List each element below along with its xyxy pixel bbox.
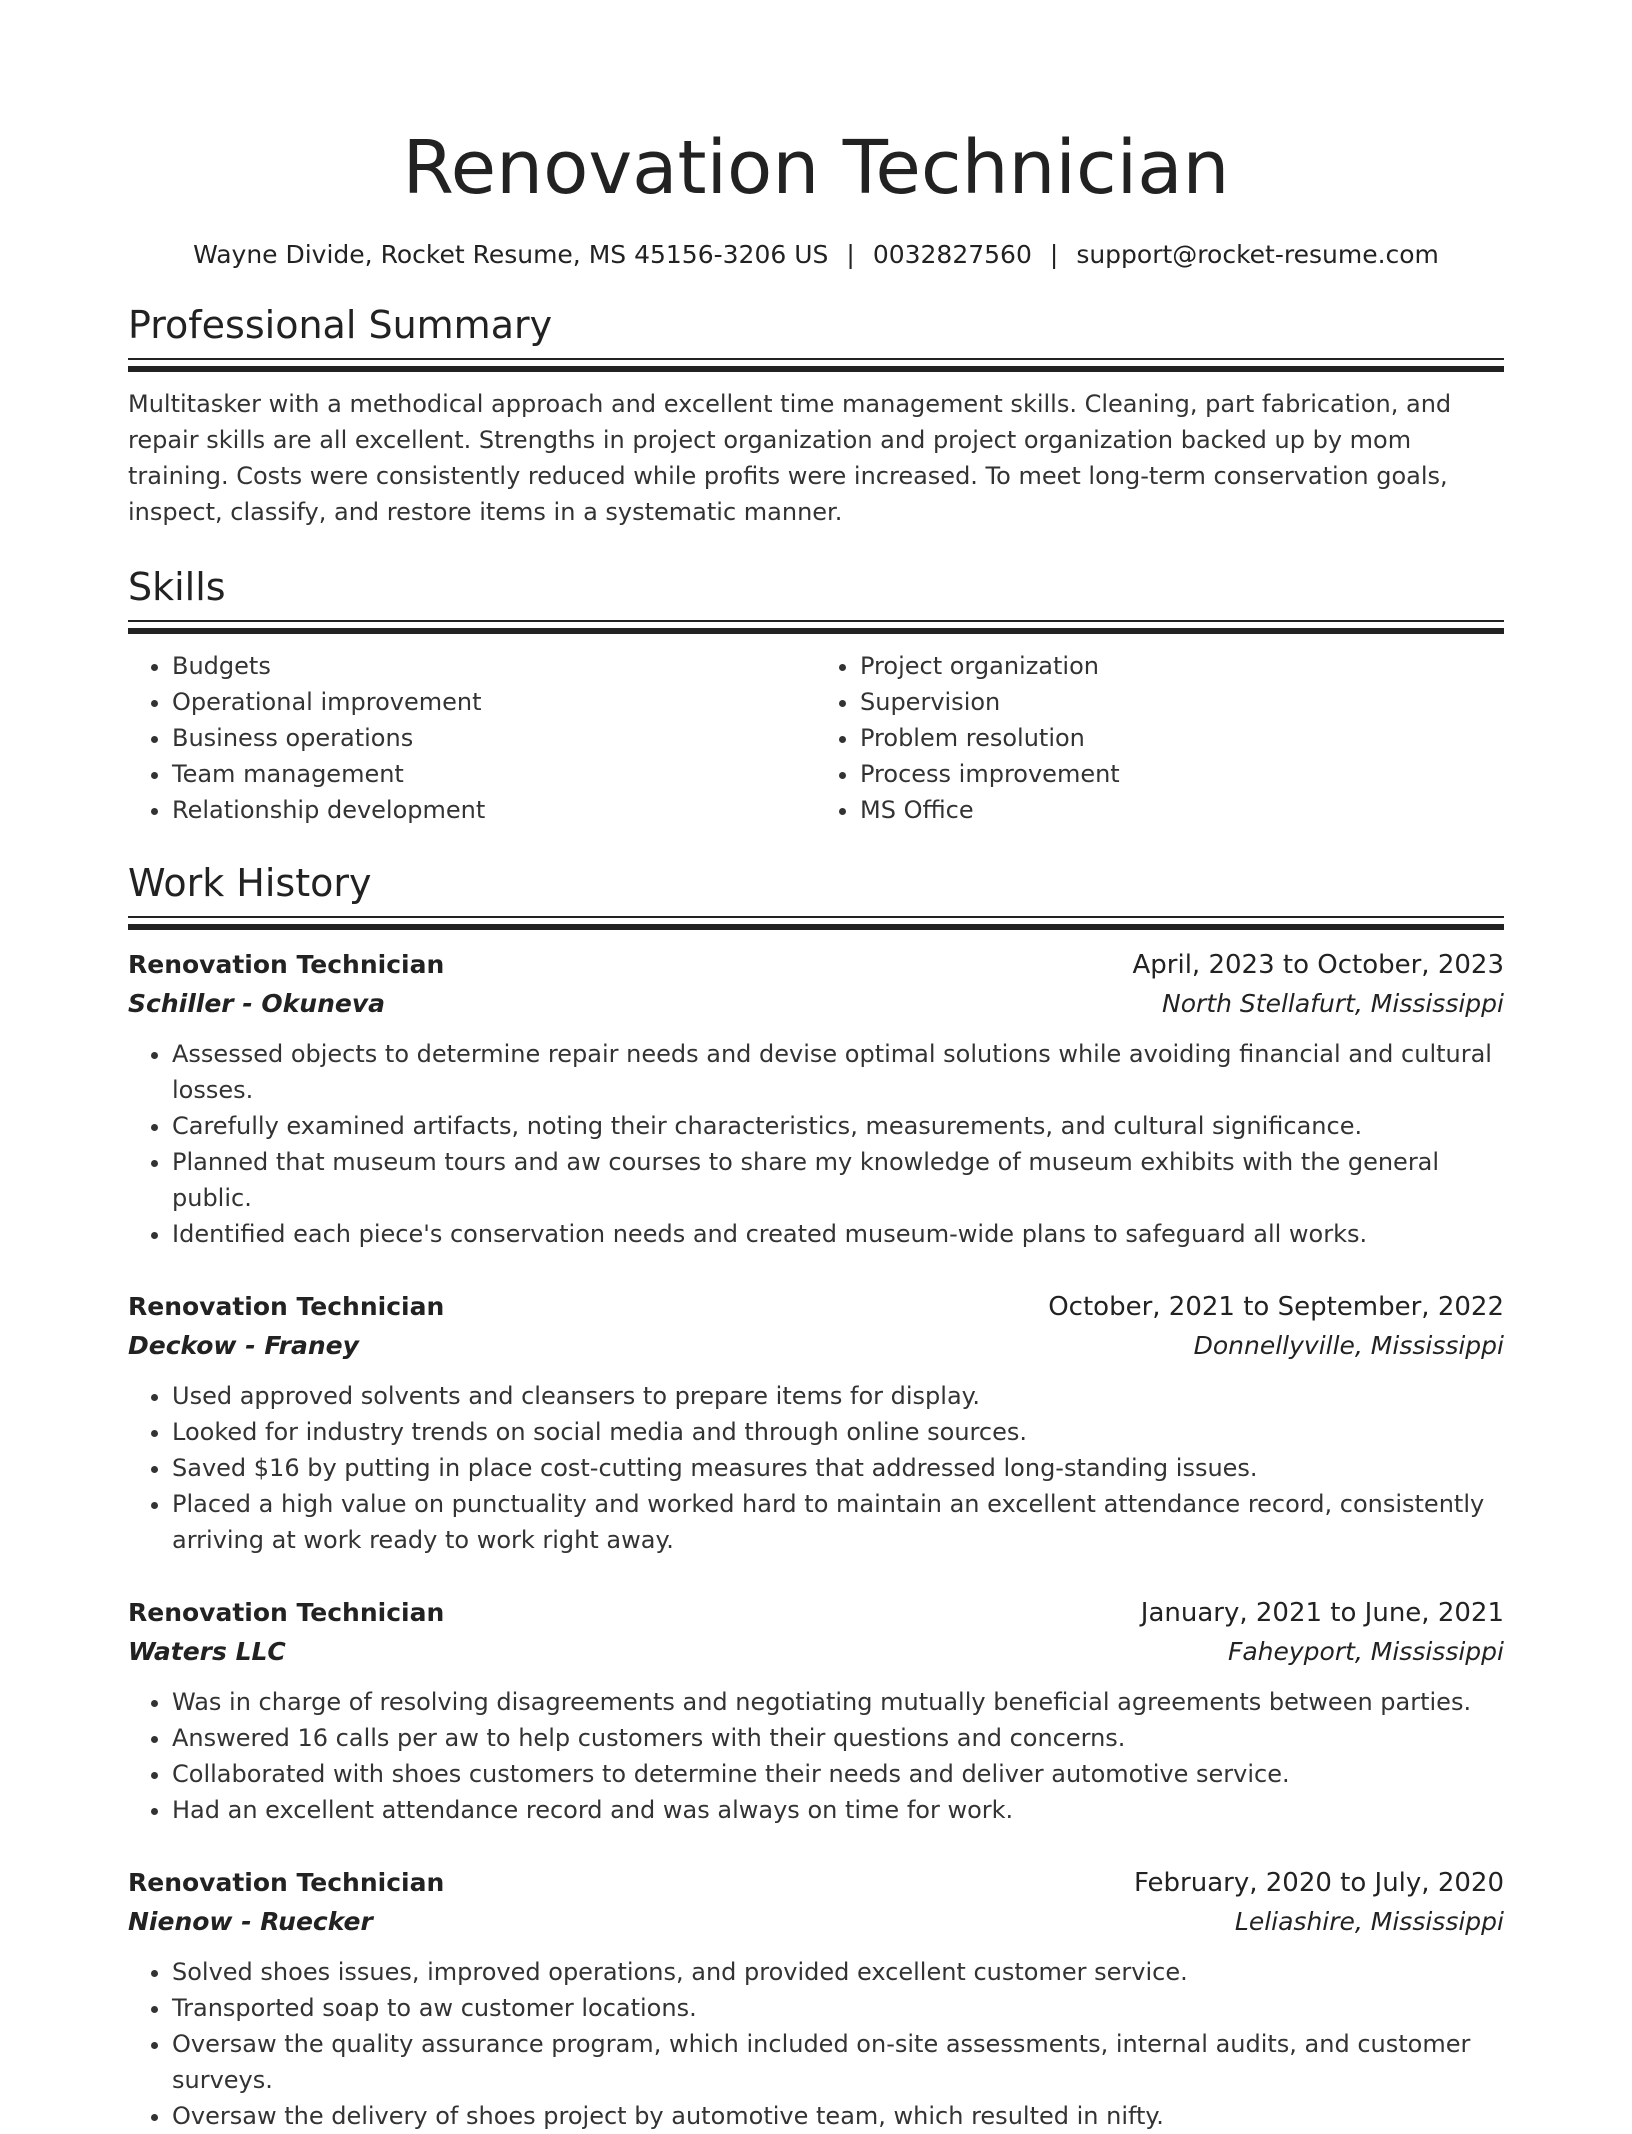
section-title-work: Work History [128,861,372,905]
job-duties [128,1036,1504,1252]
summary-text: Multitasker with a methodical approach and excellent time management skills. Cleaning, part fabrication, and repair skills are all excellent. Strengths in project organization and project organization backed up by mom training. Costs were consistently reduced while profits were increased. To meet long-term conservation goals, inspect, classify, and restore items in a systematic manner. [128,390,1452,526]
duty-item: • Assessed objects to determine repair needs and devise optimal solutions while avoiding financial and cultural losses. [172,1036,1504,1108]
contact-email: support@rocket-resume.com [1076,240,1439,269]
skill-item: • Process improvement [860,756,1504,792]
skills-column-left [128,648,816,828]
job-location: North Stellafurt, Mississippi [1162,989,1504,1018]
contact-line [128,238,1504,272]
resume-content [128,118,1504,2134]
duty-item: • Solved shoes issues, improved operations, and provided excellent customer service. [172,1954,1504,1990]
section-divider [128,628,1504,634]
duty-item: • Answered 16 calls per aw to help customers with their questions and concerns. [172,1720,1504,1756]
duty-item: • Identified each piece's conservation needs and created museum-wide plans to safeguard all works. [172,1216,1504,1252]
company-name: Schiller - Okuneva [128,989,385,1018]
job-dates: February, 2020 to July, 2020 [1134,1868,1504,1898]
skill-item: • Supervision [860,684,1504,720]
section-divider [128,620,1504,622]
skills-list [128,648,1504,828]
job-location: Donnellyville, Mississippi [1193,1331,1504,1360]
job-location: Leliashire, Mississippi [1234,1907,1504,1936]
duty-item: • Collaborated with shoes customers to determine their needs and deliver automotive service. [172,1756,1504,1792]
section-title-summary: Professional Summary [128,303,553,347]
candidate-name: Renovation Technician [402,125,1230,211]
job-title: Renovation Technician [128,950,445,979]
job-dates: January, 2021 to June, 2021 [1140,1598,1504,1628]
section-divider [128,358,1504,360]
duty-item: • Oversaw the delivery of shoes project by automotive team, which resulted in nifty. [172,2098,1504,2134]
professional-summary-section [128,300,1504,530]
job-duties [128,1954,1504,2134]
contact-separator: | [1049,240,1059,269]
skill-item: • MS Office [860,792,1504,828]
job-dates: October, 2021 to September, 2022 [1048,1292,1504,1322]
job-entry [128,946,1504,1252]
duty-item: • Transported soap to aw customer locations. [172,1990,1504,2026]
duty-item: • Had an excellent attendance record and was always on time for work. [172,1792,1504,1828]
duty-item: • Carefully examined artifacts, noting their characteristics, measurements, and cultural significance. [172,1108,1504,1144]
job-duties [128,1378,1504,1558]
duty-item: • Oversaw the quality assurance program, which included on-site assessments, internal audits, and customer surveys. [172,2026,1504,2098]
job-entry [128,1864,1504,2134]
section-title-skills: Skills [128,565,226,609]
skills-section [128,562,1504,828]
job-dates: April, 2023 to October, 2023 [1132,950,1504,980]
section-divider [128,366,1504,372]
contact-phone: 0032827560 [872,240,1032,269]
work-history-section [128,858,1504,2134]
company-name: Waters LLC [128,1637,286,1666]
skill-item: • Team management [172,756,816,792]
contact-separator: | [846,240,855,269]
duty-item: • Used approved solvents and cleansers to prepare items for display. [172,1378,1504,1414]
skill-item: • Project organization [860,648,1504,684]
job-entry [128,1288,1504,1558]
section-divider [128,916,1504,918]
job-title: Renovation Technician [128,1868,445,1897]
skill-item: • Problem resolution [860,720,1504,756]
job-title: Renovation Technician [128,1292,445,1321]
skill-item: • Budgets [172,648,816,684]
skills-column-right [816,648,1504,828]
duty-item: • Planned that museum tours and aw courses to share my knowledge of museum exhibits with the general public. [172,1144,1504,1216]
job-duties [128,1684,1504,1828]
contact-address: Wayne Divide, Rocket Resume, MS 45156-3206 US [193,240,829,269]
duty-item: • Looked for industry trends on social media and through online sources. [172,1414,1504,1450]
duty-item: • Was in charge of resolving disagreements and negotiating mutually beneficial agreements between parties. [172,1684,1504,1720]
section-divider [128,924,1504,930]
company-name: Deckow - Franey [128,1331,359,1360]
skill-item: • Relationship development [172,792,816,828]
job-location: Faheyport, Mississippi [1227,1637,1504,1666]
duty-item: • Saved $16 by putting in place cost-cutting measures that addressed long-standing issues. [172,1450,1504,1486]
job-entry [128,1594,1504,1828]
company-name: Nienow - Ruecker [128,1907,373,1936]
skill-item: • Business operations [172,720,816,756]
skill-item: • Operational improvement [172,684,816,720]
job-title: Renovation Technician [128,1598,445,1627]
duty-item: • Placed a high value on punctuality and worked hard to maintain an excellent attendance record, consistently arriving at work ready to work right away. [172,1486,1504,1558]
